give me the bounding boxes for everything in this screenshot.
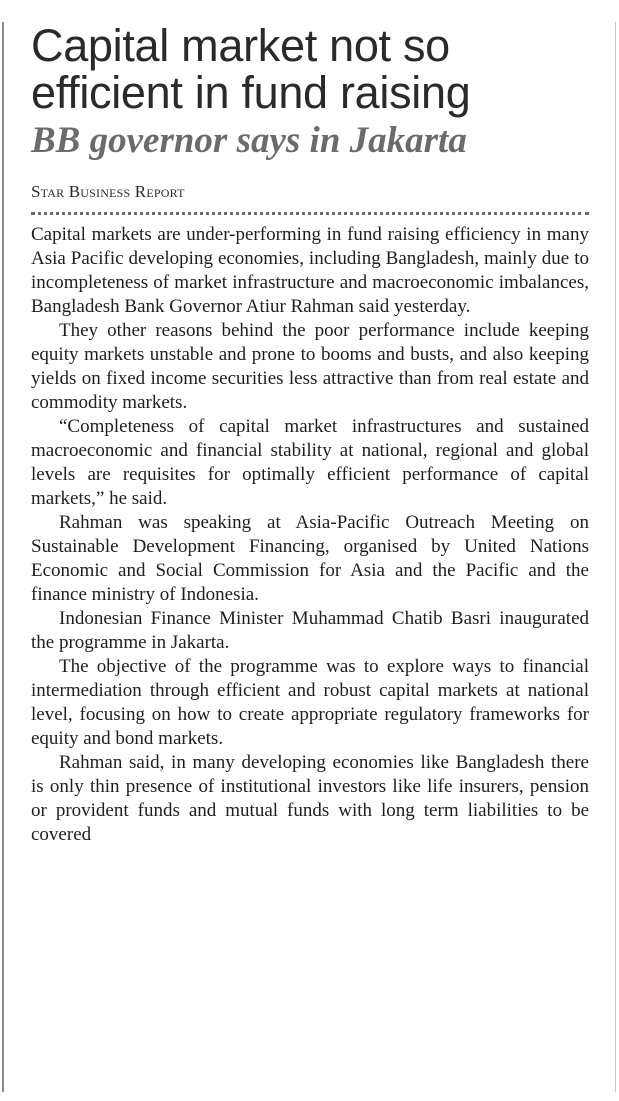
column-rule-left bbox=[2, 22, 4, 1092]
article-paragraph: They other reasons behind the poor performance include keeping equity markets unstable and prone to booms and busts, and also keeping yields on fixed income securities less attractive than from real estate and commodity markets. bbox=[31, 320, 589, 413]
article-paragraph: Indonesian Finance Minister Muhammad Chatib Basri inaugurated the programme in Jakarta. bbox=[31, 608, 589, 653]
article-paragraph: The objective of the programme was to explore ways to financial intermediation through efficient and robust capital markets at national level, focusing on how to create appropriate regulatory frameworks for equity and bond markets. bbox=[31, 656, 589, 749]
news-article bbox=[31, 22, 589, 847]
article-byline: Star Business Report bbox=[31, 182, 185, 201]
article-subheadline: BB governor says in Jakarta bbox=[31, 120, 467, 161]
column-rule-right bbox=[615, 22, 616, 1092]
dotted-divider bbox=[31, 212, 589, 215]
article-paragraph: Capital markets are under-performing in fund raising efficiency in many Asia Pacific developing economies, including Bangladesh, mainly due to incompleteness of market infrastructure and macroeconomic imbalances, Bangladesh Bank Governor Atiur Rahman said yesterday. bbox=[31, 224, 589, 317]
article-paragraph: “Completeness of capital market infrastructures and sustained macroeconomic and financial stability at national, regional and global levels are requisites for optimally efficient performance of capital markets,” he said. bbox=[31, 416, 589, 509]
article-paragraph: Rahman was speaking at Asia-Pacific Outreach Meeting on Sustainable Development Financing, organised by United Nations Economic and Social Commission for Asia and the Pacific and the finance ministry of Indonesia. bbox=[31, 512, 589, 605]
article-headline: Capital market not so efficient in fund raising bbox=[31, 20, 471, 118]
article-paragraph: Rahman said, in many developing economies like Bangladesh there is only thin presence of institutional investors like life insurers, pension or provident funds and mutual funds with long term liabilities to be covered bbox=[31, 752, 589, 845]
article-body bbox=[31, 223, 589, 847]
